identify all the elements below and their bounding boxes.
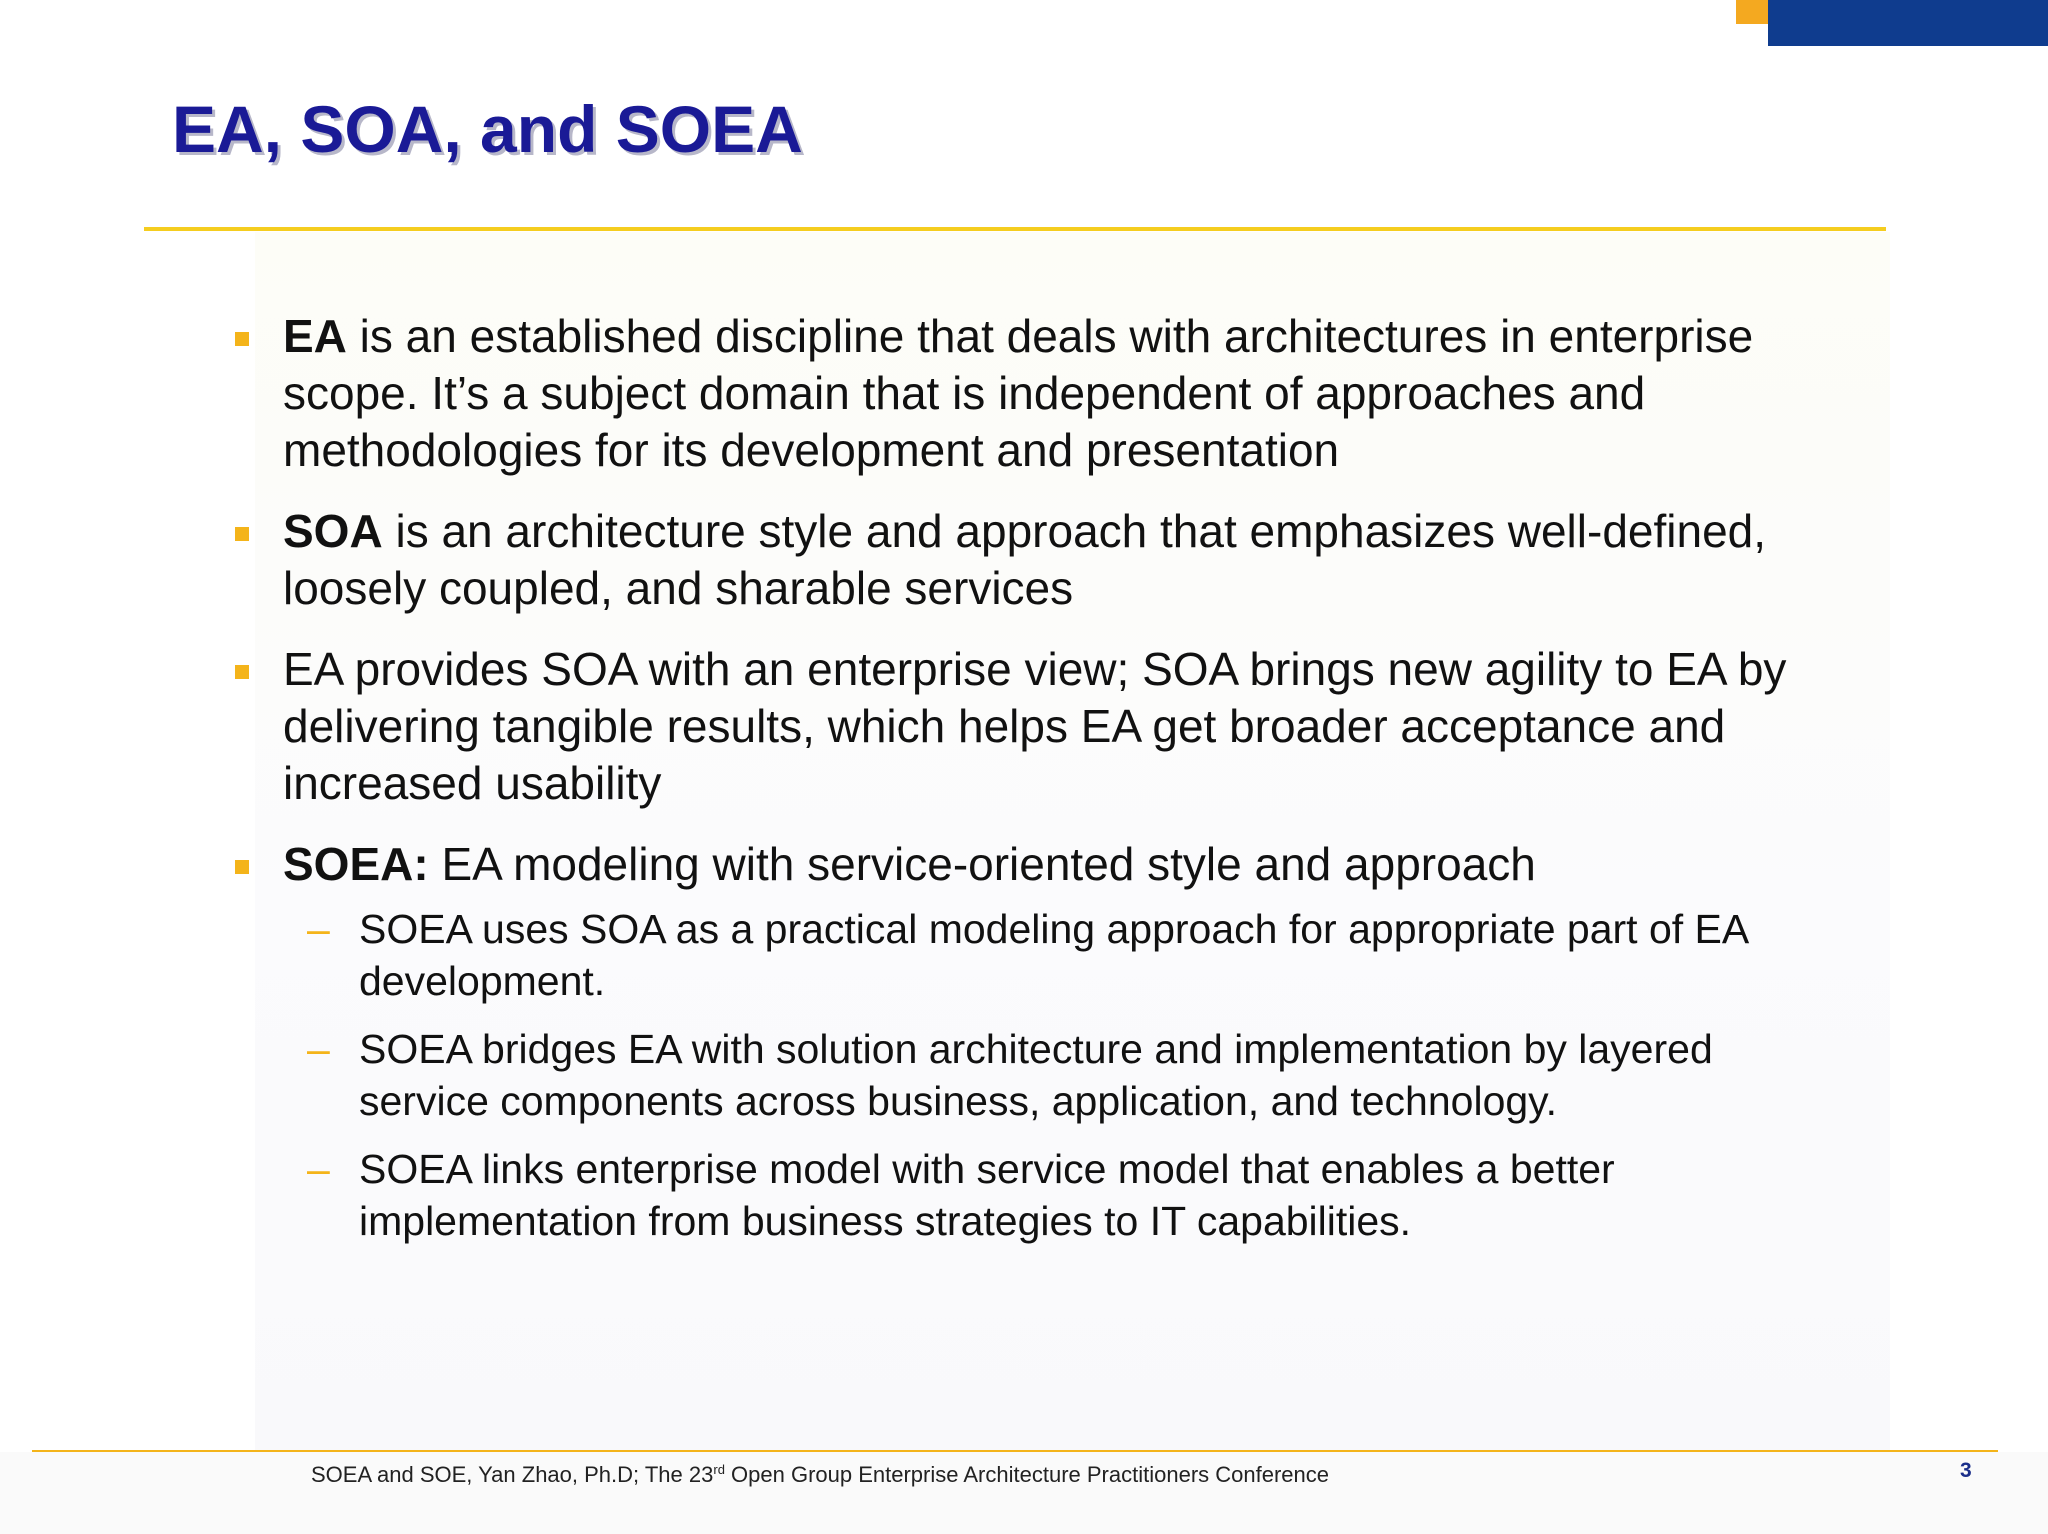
soea-sub-list — [235, 903, 1835, 1247]
title-divider — [144, 227, 1886, 231]
page-number: 3 — [1960, 1459, 1972, 1482]
sub-bullet-text: SOEA bridges EA with solution architecture and implementation by layered service components across business, application, and technology. — [359, 1026, 1713, 1124]
bullet-lead: SOA — [283, 505, 383, 557]
footer-citation — [311, 1464, 1329, 1486]
bullet-ea-soa-relation — [235, 641, 1835, 812]
bullet-lead: EA — [283, 310, 347, 362]
footer-text-before: SOEA and SOE, Yan Zhao, Ph.D; The 23 — [311, 1462, 714, 1487]
bullet-ea — [235, 308, 1835, 479]
footer-divider — [32, 1450, 1998, 1452]
sub-bullet-text: SOEA uses SOA as a practical modeling approach for appropriate part of EA development. — [359, 906, 1747, 1004]
bullet-text: EA provides SOA with an enterprise view; SOA brings new agility to EA by delivering tangible results, which helps EA get broader acceptance and increased usability — [283, 643, 1787, 809]
sub-bullet-item — [235, 903, 1835, 1007]
square-bullet-icon — [235, 527, 249, 541]
bullet-text: is an established discipline that deals with architectures in enterprise scope. It’s a subject domain that is independent of approaches and methodologies for its development and presentation — [283, 310, 1754, 476]
corner-accent-navy — [1768, 0, 2048, 46]
bullet-lead: SOEA: — [283, 838, 429, 890]
dash-bullet-icon: – — [307, 906, 330, 952]
dash-bullet-icon: – — [307, 1146, 330, 1192]
square-bullet-icon — [235, 860, 249, 874]
sub-bullet-item — [235, 1023, 1835, 1127]
slide-body — [235, 308, 1835, 1263]
square-bullet-icon — [235, 332, 249, 346]
footer-superscript: rd — [713, 1462, 725, 1477]
bullet-text: EA modeling with service-oriented style and approach — [428, 838, 1536, 890]
sub-bullet-text: SOEA links enterprise model with service model that enables a better implementation from business strategies to IT capabilities. — [359, 1146, 1615, 1244]
footer-text-after: Open Group Enterprise Architecture Practitioners Conference — [724, 1462, 1329, 1487]
bullet-soea — [235, 836, 1835, 893]
sub-bullet-item — [235, 1143, 1835, 1247]
square-bullet-icon — [235, 665, 249, 679]
bullet-soa — [235, 503, 1835, 617]
corner-accent-orange — [1736, 0, 1768, 24]
dash-bullet-icon: – — [307, 1026, 330, 1072]
bullet-text: is an architecture style and approach that emphasizes well-defined, loosely coupled, and sharable services — [283, 505, 1767, 614]
slide-title: EA, SOA, and SOEA — [172, 92, 803, 166]
